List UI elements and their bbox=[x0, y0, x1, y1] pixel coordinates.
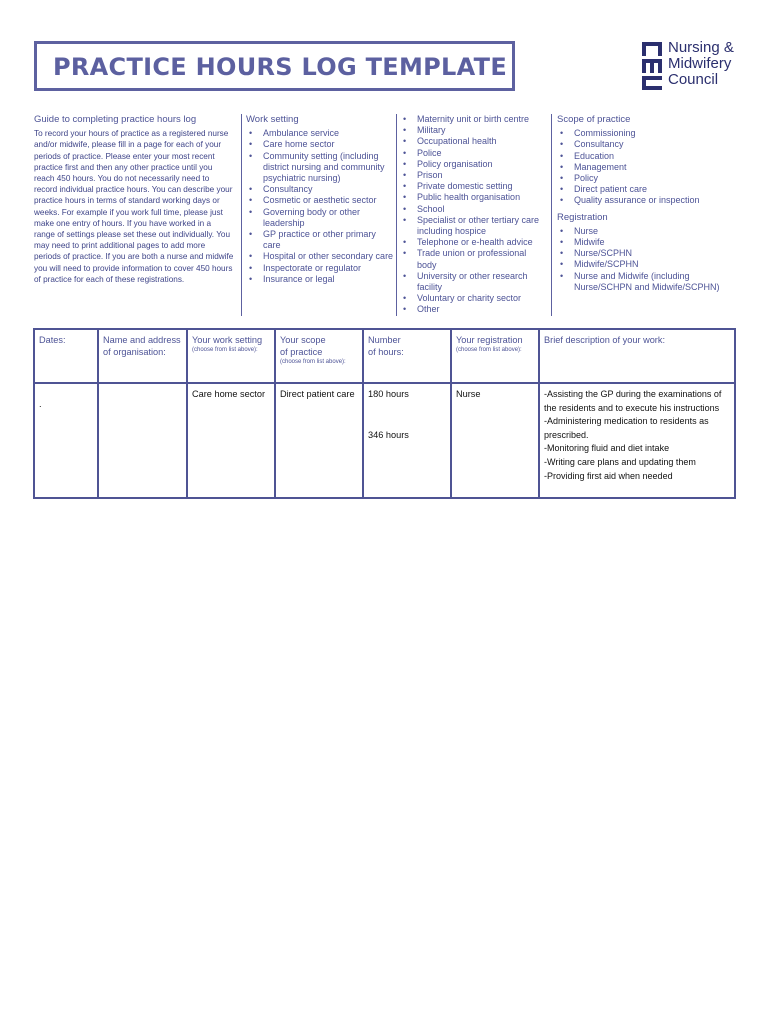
cell-hours-value: 346 hours bbox=[368, 430, 409, 440]
list-item: • Commissioning bbox=[557, 128, 727, 139]
list-item: • Trade union or professional body bbox=[400, 248, 548, 270]
cell-hours-value: 180 hours bbox=[368, 389, 409, 399]
list-item: • Voluntary or charity sector bbox=[400, 293, 548, 304]
header-note: (choose from list above): bbox=[280, 359, 346, 365]
list-item: • Management bbox=[557, 162, 727, 173]
header-hours-label: of hours: bbox=[368, 347, 404, 357]
cell-description[interactable] bbox=[539, 383, 735, 498]
page-title: PRACTICE HOURS LOG TEMPLATE bbox=[53, 53, 508, 81]
work-setting-section bbox=[246, 114, 394, 285]
list-item: • Community setting (including district nursing and community psychiatric nursing) bbox=[246, 151, 394, 185]
list-item: • Insurance or legal bbox=[246, 274, 394, 285]
header-hours-label: Number bbox=[368, 335, 401, 345]
guide-heading: Guide to completing practice hours log bbox=[34, 114, 197, 125]
header-registration-label: Your registration bbox=[456, 335, 523, 345]
list-item: • Cosmetic or aesthetic sector bbox=[246, 195, 394, 206]
table-row bbox=[34, 383, 735, 498]
list-item: • GP practice or other primary care bbox=[246, 229, 394, 251]
header-hours bbox=[363, 329, 451, 383]
registration-heading: Registration bbox=[557, 211, 608, 223]
header-work-setting bbox=[187, 329, 275, 383]
cell-organisation[interactable] bbox=[98, 383, 187, 498]
work-setting-section-continued bbox=[400, 114, 548, 316]
column-divider bbox=[551, 114, 552, 316]
logo-line: Nursing & bbox=[668, 39, 734, 56]
list-item: • Occupational health bbox=[400, 136, 548, 147]
list-item: • Nurse bbox=[557, 226, 727, 237]
work-setting-list bbox=[246, 128, 394, 285]
cell-work-setting-value: Care home sector bbox=[192, 389, 266, 399]
cell-registration[interactable] bbox=[451, 383, 539, 498]
list-item: • Military bbox=[400, 125, 548, 136]
logo-line: Midwifery bbox=[668, 55, 732, 72]
list-item: • Midwife/SCPHN bbox=[557, 259, 727, 270]
header-scope-label: of practice bbox=[280, 347, 323, 357]
work-setting-heading: Work setting bbox=[246, 114, 299, 125]
list-item: • Specialist or other tertiary care including hospice bbox=[400, 215, 548, 237]
header-dates-label: Dates: bbox=[39, 335, 66, 345]
header-registration bbox=[451, 329, 539, 383]
list-item: • Quality assurance or inspection bbox=[557, 195, 727, 206]
list-item: • Care home sector bbox=[246, 139, 394, 150]
cell-registration-value: Nurse bbox=[456, 389, 481, 399]
description-line: -Administering medication to residents as prescribed. bbox=[544, 416, 709, 440]
list-item: • Prison bbox=[400, 170, 548, 181]
cell-dates[interactable] bbox=[34, 383, 98, 498]
description-line: -Writing care plans and updating them bbox=[544, 456, 696, 467]
cell-hours[interactable] bbox=[363, 383, 451, 498]
list-item: • Hospital or other secondary care bbox=[246, 251, 394, 262]
cell-work-setting[interactable] bbox=[187, 383, 275, 498]
list-item: • Midwife bbox=[557, 237, 727, 248]
header-work-setting-label: Your work setting bbox=[192, 335, 263, 345]
list-item: • Private domestic setting bbox=[400, 181, 548, 192]
list-item: • Consultancy bbox=[246, 184, 394, 195]
list-item: • Governing body or other leadership bbox=[246, 207, 394, 229]
title-box bbox=[34, 41, 515, 91]
cell-scope-value: Direct patient care bbox=[280, 389, 355, 399]
scope-heading: Scope of practice bbox=[557, 114, 631, 125]
header-note: (choose from list above): bbox=[192, 347, 258, 353]
list-item: • Consultancy bbox=[557, 139, 727, 150]
list-item: • Ambulance service bbox=[246, 128, 394, 139]
nmc-logo-mark bbox=[640, 40, 664, 92]
logo-text bbox=[668, 40, 734, 88]
description-line: -Assisting the GP during the examinations of the residents and to execute his instructions bbox=[544, 389, 722, 413]
table-header-row bbox=[34, 329, 735, 383]
cell-scope[interactable] bbox=[275, 383, 363, 498]
list-item: • Nurse/SCPHN bbox=[557, 248, 727, 259]
work-setting-list-continued bbox=[400, 114, 548, 316]
header-description bbox=[539, 329, 735, 383]
column-divider bbox=[396, 114, 397, 316]
list-item: • University or other research facility bbox=[400, 271, 548, 293]
scope-section bbox=[557, 114, 727, 293]
cell-dates-value: . bbox=[39, 399, 42, 409]
list-item: • Other bbox=[400, 304, 548, 315]
list-item: • Nurse and Midwife (including Nurse/SCHPN and Midwife/SCPHN) bbox=[557, 271, 727, 293]
guide-section bbox=[34, 114, 234, 285]
list-item: • Police bbox=[400, 148, 548, 159]
header-organisation bbox=[98, 329, 187, 383]
description-line: -Providing first aid when needed bbox=[544, 470, 673, 481]
nmc-logo bbox=[640, 40, 760, 92]
guide-body: To record your hours of practice as a registered nurse and/or midwife, please fill in a page for each of your periods of practice. Please enter your most recent practice first and then any other practice until you reach 450 hours. You do not necessarily need to record individual practice hours. You can describe your practice hours in terms of standard working days or weeks. For example if you work full time, please just make one entry of hours. If you have worked in a range of settings please set these out individually. You may need to print additional pages to add more periods of practice. If you are both a nurse and midwife you will need to provide information to cover 450 hours of practice for each of these registrations. bbox=[34, 129, 234, 284]
list-item: • School bbox=[400, 204, 548, 215]
list-item: • Direct patient care bbox=[557, 184, 727, 195]
header-description-label: Brief description of your work: bbox=[544, 335, 666, 345]
list-item: • Policy bbox=[557, 173, 727, 184]
list-item: • Telephone or e-health advice bbox=[400, 237, 548, 248]
header-scope-label: Your scope bbox=[280, 335, 326, 345]
column-divider bbox=[241, 114, 242, 316]
header-organisation-label: Name and address of organisation: bbox=[103, 335, 181, 357]
description-line: -Monitoring fluid and diet intake bbox=[544, 443, 670, 454]
list-item: • Inspectorate or regulator bbox=[246, 263, 394, 274]
list-item: • Maternity unit or birth centre bbox=[400, 114, 548, 125]
list-item: • Public health organisation bbox=[400, 192, 548, 203]
header-note: (choose from list above): bbox=[456, 347, 522, 353]
list-item: • Policy organisation bbox=[400, 159, 548, 170]
registration-list bbox=[557, 226, 727, 293]
logo-line: Council bbox=[668, 71, 719, 88]
practice-hours-table bbox=[33, 328, 736, 499]
list-item: • Education bbox=[557, 151, 727, 162]
scope-list bbox=[557, 128, 727, 206]
header-scope bbox=[275, 329, 363, 383]
header-dates bbox=[34, 329, 98, 383]
